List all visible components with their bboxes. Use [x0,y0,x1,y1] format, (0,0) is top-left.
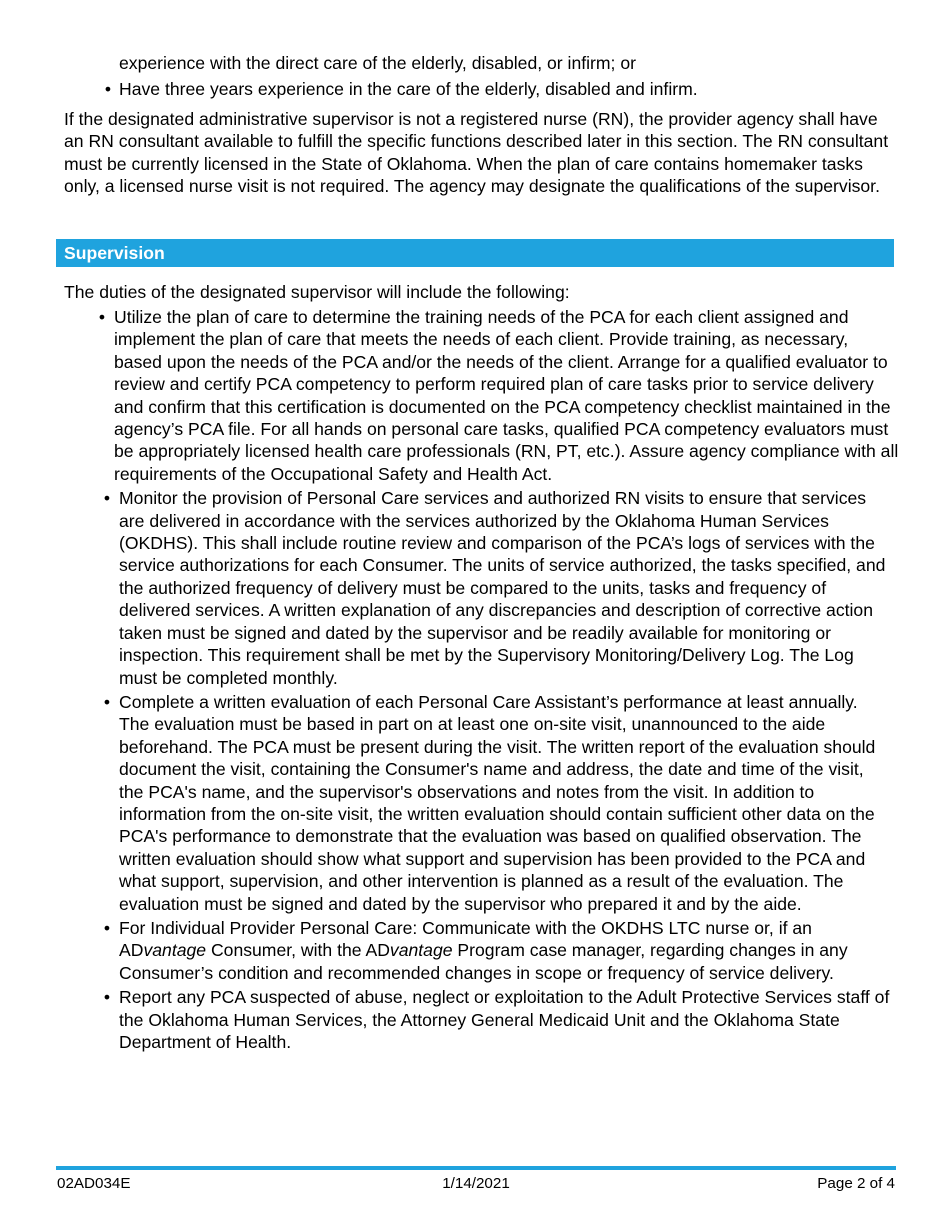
rn-consultant-paragraph: If the designated administrative supervisor is not a registered nurse (RN), the provider agency shall have an RN consultant available to fulfill the specific functions described later in this section. The RN consultant must be currently licensed in the State of Oklahoma. When the plan of care contains homemaker tasks only, a licensed nurse visit is not required. The agency may designate the qualifications of the supervisor. [64,109,889,197]
duty-text-italic: vantage [143,940,207,961]
list-item [0,691,890,915]
duty-text-part: For Individual Provider Personal Care: Communicate with the OKDHS LTC nurse or, if an AD [119,917,812,961]
duties-list [0,306,950,1055]
duty-text-part: Consumer, with the AD [206,940,390,961]
bullet-icon: • [104,79,112,99]
footer-page-number: Page 2 of 4 [817,1175,895,1192]
footer-date: 1/14/2021 [442,1175,510,1192]
page-footer [57,1173,895,1195]
list-item [0,986,890,1053]
footer-doc-code: 02AD034E [57,1175,131,1192]
duty-text: Report any PCA suspected of abuse, neglect or exploitation to the Adult Protective Services staff of the Oklahoma Human Services, the Attorney General Medicaid Unit and the Oklahoma State Department of Health. [119,987,890,1052]
duty-text-italic: vantage [389,940,453,961]
list-item [0,78,894,100]
qualifications-list [0,78,950,100]
duty-text: Utilize the plan of care to determine the training needs of the PCA for each client assigned and implement the plan of care that meets the needs of each client. Provide training, as necessary, based upon the needs of the PCA and/or the needs of the client. Arrange for a qualified evaluator to review and certify PCA competency to perform required plan of care tasks prior to service delivery and confirm that this certification is documented on the PCA competency checklist maintained in the agency’s PCA file. For all hands on personal care tasks, qualified PCA competency evaluators must be appropriately licensed health care professionals (RN, PT, etc.). Assure agency compliance with all requirements of the Occupational Safety and Health Act. [114,307,899,484]
bullet-icon: • [98,307,106,327]
bullet-icon: • [103,488,111,509]
duty-text: Complete a written evaluation of each Personal Care Assistant’s performance at least annually. The evaluation must be based in part on at least one on-site visit, unannounced to the aide beforehand. The PCA must be present during the visit. The written report of the evaluation should document the visit, containing the Consumer's name and address, the date and time of the visit, the PCA's name, and the supervisor's observations and notes from the visit. In addition to information from the on-site visit, the written evaluation should contain sufficient other data on the PCA's performance to demonstrate that the evaluation was based on qualified observation. The written evaluation should show what support and supervision has been provided to the PCA and what support, supervision, and other intervention is planned as a result of the evaluation. The evaluation must be signed and dated by the supervisor who prepared it and by the aide. [119,691,876,914]
continuation-line: experience with the direct care of the elderly, disabled, or infirm; or [119,53,636,73]
duty-text [119,918,848,983]
bullet-icon: • [103,987,111,1008]
section-header-supervision: Supervision [56,239,894,267]
list-item [0,306,900,485]
list-item [0,917,890,984]
duty-text-part: Program case manager, regarding changes in any Consumer’s condition and recommended changes in scope or frequency of service delivery. [119,940,848,983]
bullet-icon: • [103,917,111,938]
duty-text: Monitor the provision of Personal Care services and authorized RN visits to ensure that services are delivered in accordance with the services authorized by the Oklahoma Human Services (OKDHS). This shall include routine review and comparison of the PCA’s logs of services with the service authorizations for each Consumer. The units of service authorized, the tasks specified, and the authorized frequency of delivery must be compared to the units, tasks and frequency of delivered services. A written explanation of any discrepancies and description of corrective action taken must be signed and dated by the supervisor and be readily available for monitoring or inspection. This requirement shall be met by the Supervisory Monitoring/Delivery Log. The Log must be completed monthly. [119,488,886,688]
section-intro: The duties of the designated supervisor will include the following: [64,282,570,302]
list-item-text: Have three years experience in the care of the elderly, disabled and infirm. [119,79,698,99]
list-item [0,487,890,689]
bullet-icon: • [103,691,111,712]
footer-divider [56,1166,896,1170]
